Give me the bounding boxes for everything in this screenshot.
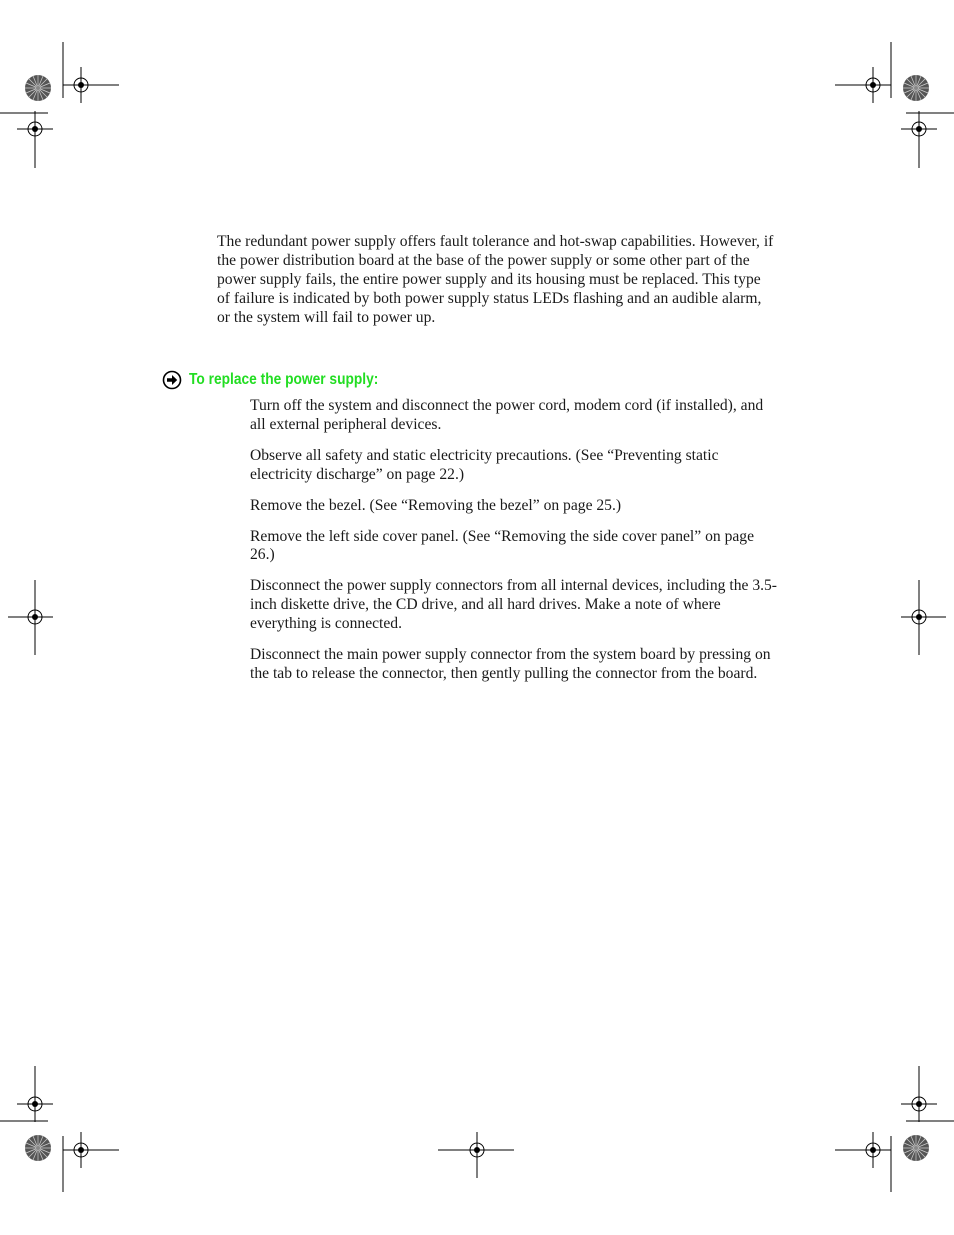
intro-paragraph: The redundant power supply offers fault tolerance and hot-swap capabilities. However, if the power distribution board at the base of the power supply or some other part of the power supply fails, the entire power supply and its housing must be replaced. This type of failure is indicated by both power supply status LEDs flashing and an audible alarm, or the system will fail to power up. (217, 233, 774, 326)
procedure-heading (162, 369, 409, 391)
registration-mark-icon (17, 1086, 53, 1122)
starburst-icon-top-right (903, 75, 929, 101)
procedure-step: Disconnect the main power supply connector from the system board by pressing on the tab to release the connector, then gently pulling the connector from the board. (250, 646, 771, 682)
procedure-step: Remove the bezel. (See “Removing the bezel” on page 25.) (250, 496, 622, 514)
arrow-right-circle-icon (162, 370, 182, 390)
procedure-step: Remove the left side cover panel. (See “Removing the side cover panel” on page 26.) (250, 527, 755, 564)
procedure-step: Observe all safety and static electricity precautions. (See “Preventing static electricity discharge” on page 22.) (250, 446, 719, 483)
starburst-icon-bottom-right (903, 1135, 929, 1161)
starburst-icon-bottom-left (25, 1135, 51, 1161)
registration-mark-icon (63, 67, 99, 103)
starburst-icon-top-left (25, 75, 51, 101)
registration-mark-icon (17, 111, 53, 147)
procedure-step: Disconnect the power supply connectors from all internal devices, including the 3.5-inch diskette drive, the CD drive, and all hard drives. Make a note of where everything is connected. (250, 577, 778, 633)
procedure-steps (250, 397, 780, 696)
registration-mark-icon (901, 111, 937, 147)
procedure-step: Turn off the system and disconnect the power cord, modem cord (if installed), and all external peripheral devices. (250, 397, 764, 433)
registration-mark-icon (855, 1132, 891, 1168)
registration-mark-icon (855, 67, 891, 103)
registration-mark-icon (63, 1132, 99, 1168)
registration-mark-icon (901, 1086, 937, 1122)
procedure-heading-text: To replace the power supply: (189, 371, 379, 388)
